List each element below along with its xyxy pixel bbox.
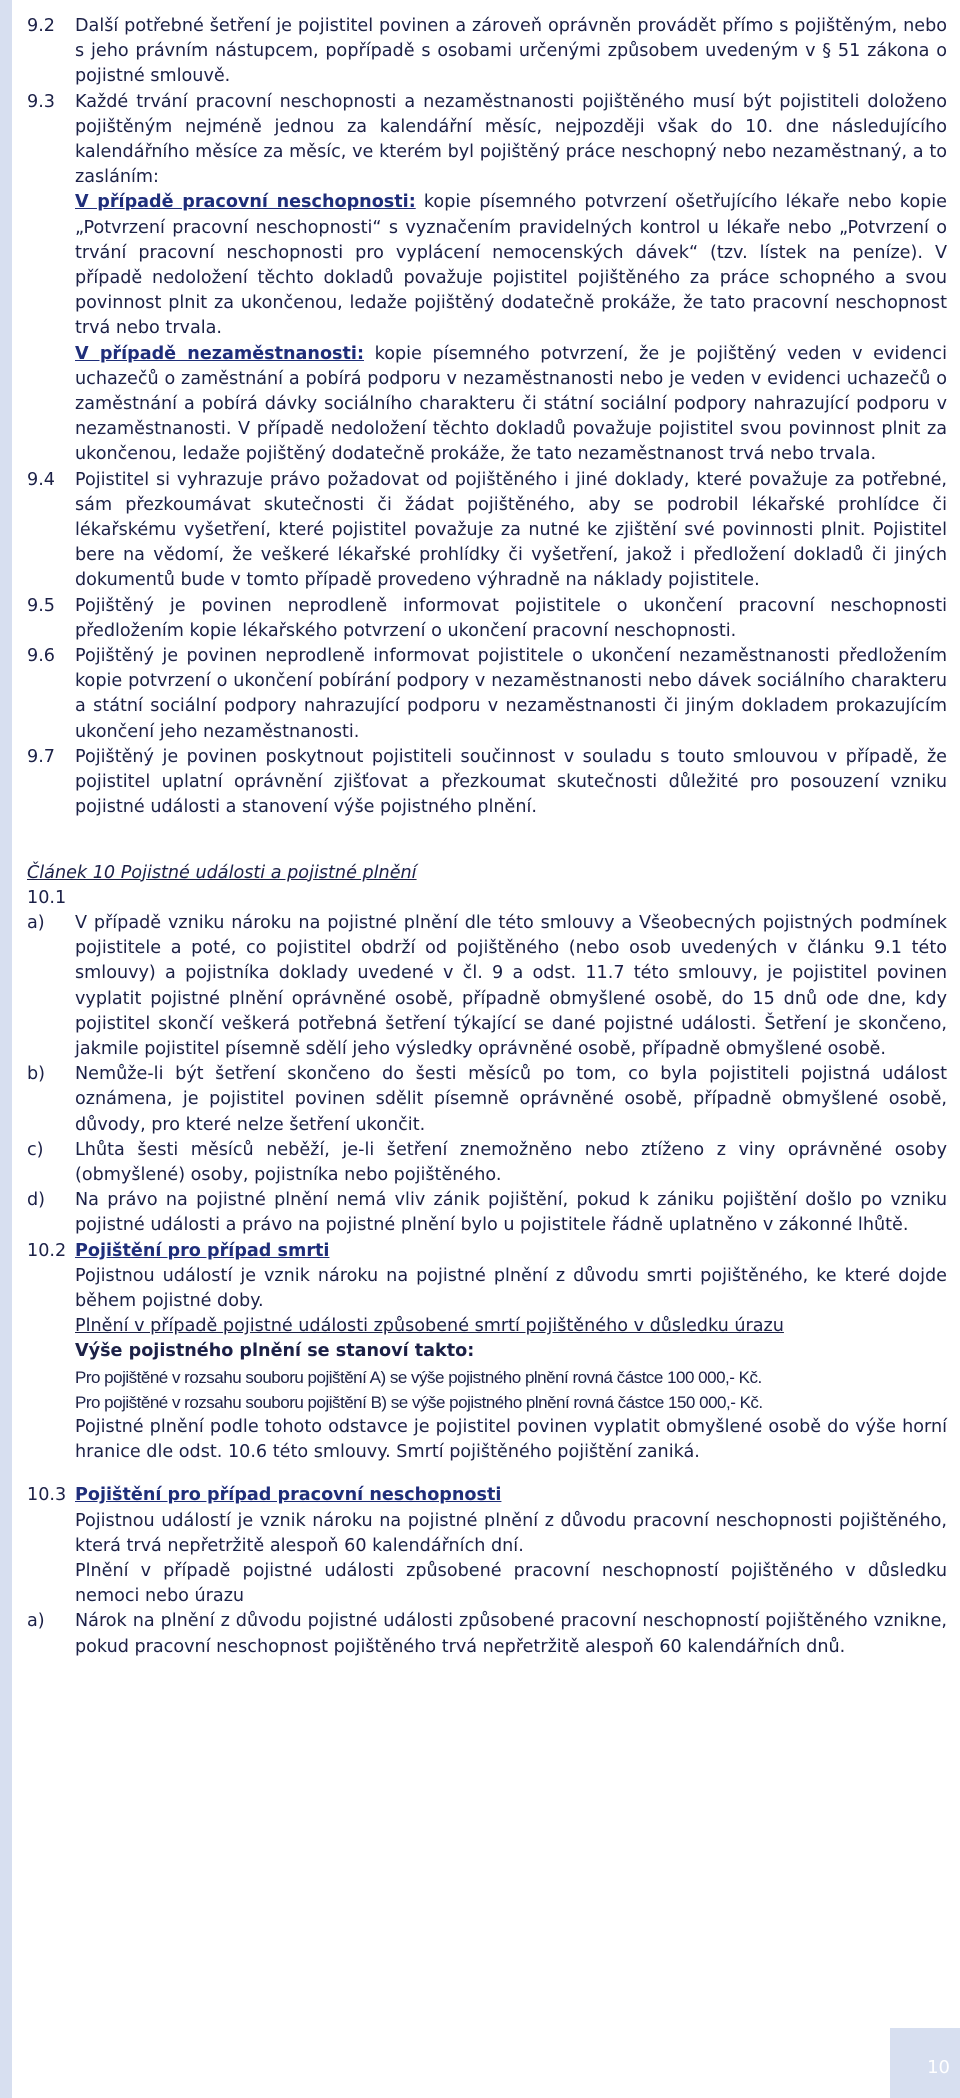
clause-text: Pojistnou událostí je vznik nároku na pojistné plnění z důvodu smrti pojištěného, ke které dojde během pojistné doby. bbox=[75, 1265, 947, 1311]
clause-text: Nemůže-li být šetření skončeno do šesti měsíců po tom, co byla pojistiteli pojistná událost oznámena, je pojistitel povinen sdělit písemně oprávněné osobě, případně obmyšlené osobě, důvody, pro které nelze šetření ukončit. bbox=[75, 1064, 947, 1135]
clause-title: Pojištění pro případ smrti bbox=[75, 1240, 330, 1261]
clause-10-3-a bbox=[27, 1609, 947, 1659]
clause-number: 9.4 bbox=[27, 469, 55, 490]
clause-number: 9.2 bbox=[27, 16, 55, 36]
clause-text: Pojistitel si vyhrazuje právo požadovat od pojištěného i jiné doklady, které považuje za potřebné, sám přezkoumávat skutečnosti či žádat pojištěného, aby se podrobil lékařské prohlídce či lékařskému vyšetření, které pojistitel považuje za nutné ke zjištění své povinnosti plnit. Pojistitel bere na vědomí, že veškeré lékařské prohlídky či vyšetření, jakož i předložení dokladů či jiných dokumentů bude v tomto případě provedeno výhradně na náklady pojistitele. bbox=[75, 469, 947, 591]
clause-letter: b) bbox=[27, 1064, 46, 1085]
clause-9-4 bbox=[27, 468, 947, 594]
clause-text: Lhůta šesti měsíců neběží, je-li šetření znemožněno nebo ztíženo z viny oprávněné osoby (obmyšlené) osoby, pojistníka nebo pojištěného. bbox=[75, 1139, 947, 1185]
clause-10-1-c bbox=[27, 1138, 947, 1188]
case-label: V případě pracovní neschopnosti: bbox=[75, 192, 416, 213]
clause-text: Pojištěný je povinen neprodleně informovat pojistitele o ukončení nezaměstnanosti předložením kopie potvrzení o ukončení pobírání podpory v nezaměstnanosti nebo dávek sociálního charakteru a státní sociální podpory nahrazující podporu v nezaměstnanosti či jiným dokladem prokazujícím ukončení jeho nezaměstnanosti. bbox=[75, 646, 947, 742]
clause-text: Pojištěný je povinen poskytnout pojistiteli součinnost v souladu s touto smlouvou v případě, že pojistitel uplatní oprávnění zjišťovat a přezkoumat skutečnosti důležité pro posouzení vzniku pojistné události a stanovení výše pojistného plnění. bbox=[75, 746, 947, 818]
clause-title: Pojištění pro případ pracovní neschopnosti bbox=[75, 1485, 502, 1506]
clause-number-10-1: 10.1 bbox=[27, 887, 67, 908]
clause-9-5 bbox=[27, 594, 947, 644]
clause-10-3 bbox=[27, 1483, 947, 1609]
clause-number: 9.7 bbox=[27, 746, 55, 767]
clause-text: Plnění v případě pojistné události způsobené pracovní neschopností pojištěného v důsledku nemoci nebo úrazu bbox=[75, 1560, 947, 1607]
clause-text: Pojištěný je povinen neprodleně informovat pojistitele o ukončení pracovní neschopnosti předložením kopie lékařského potvrzení o ukončení pracovní neschopnosti. bbox=[75, 595, 947, 641]
clause-letter: a) bbox=[27, 912, 45, 933]
clause-10-1-a bbox=[27, 911, 947, 1062]
clause-subheading: Plnění v případě pojistné události způsobené smrtí pojištěného v důsledku úrazu bbox=[75, 1316, 784, 1337]
clause-number: 10.2 bbox=[27, 1240, 67, 1261]
article-heading: Článek 10 Pojistné události a pojistné plnění bbox=[27, 862, 417, 883]
case-label: V případě nezaměstnanosti: bbox=[75, 343, 364, 364]
clause-number: 9.5 bbox=[27, 595, 55, 616]
document-content bbox=[27, 14, 947, 1660]
clause-case-unemployed bbox=[75, 342, 947, 468]
clause-text: V případě vzniku nároku na pojistné plnění dle této smlouvy a Všeobecných pojistných podmínek pojistitele a poté, co pojistitel obdrží od pojištěného (nebo osob uvedených v článku 9.1 této smlouvy) a pojistníka doklady uvedené v čl. 9 a odst. 11.7 této smlouvy, je pojistitel povinen vyplatit pojistné plnění oprávněné osobě, případně obmyšlené osobě, do 15 dnů ode dne, kdy pojistitel skončí veškerá potřebná šetření týkající se dané pojistné události. Šetření je skončeno, jakmile pojistitel písemně sdělí jeho výsledky oprávněné osobě, případně obmyšlené osobě. bbox=[75, 912, 947, 1059]
clause-10-2 bbox=[27, 1239, 947, 1466]
benefit-line-a: Pro pojištěné v rozsahu souboru pojištění A) se výše pojistného plnění rovná částce 100 000,- Kč. bbox=[75, 1367, 762, 1387]
clause-letter: c) bbox=[27, 1139, 44, 1160]
benefit-line-b: Pro pojištěné v rozsahu souboru pojištění B) se výše pojistného plnění rovná částce 150 000,- Kč. bbox=[75, 1392, 763, 1412]
case-text: kopie písemného potvrzení, že je pojištěný veden v evidenci uchazečů o zaměstnání a pobírá podporu v nezaměstnanosti nebo je veden v evidenci uchazečů o zaměstnání a pobírá dávky sociálního charakteru či státní sociální podpory nahrazující podporu v nezaměstnanosti. V případě nedoložení těchto dokladů považuje pojistitel svou povinnost plnit za ukončenou, ledaže pojištěný dodatečně prokáže, že tato nezaměstnanost trvá nebo trvala. bbox=[75, 343, 947, 465]
clause-9-7 bbox=[27, 745, 947, 821]
case-text: kopie písemného potvrzení ošetřujícího lékaře nebo kopie „Potvrzení pracovní neschopnosti“ s vyznačením pravidelných kontrol u lékaře nebo „Potvrzení o trvání pracovní neschopnosti pro vyplácení nemocenských dávek“ (tzv. lístek na peníze). V případě nedoložení těchto dokladů považuje pojistitel pojištěného za práce schopného a svou povinnost plnit za ukončenou, ledaže pojištěný dodatečně prokáže, že tato pracovní neschopnost trvá nebo trvala. bbox=[75, 192, 947, 339]
clause-text: Na právo na pojistné plnění nemá vliv zánik pojištění, pokud k zániku pojištění došlo po vzniku pojistné události a právo na pojistné plnění bylo u pojistitele řádně uplatněno v zákonné lhůtě. bbox=[75, 1190, 947, 1236]
clause-10-1-b bbox=[27, 1062, 947, 1138]
clause-case-sick bbox=[75, 190, 947, 341]
clause-number: 9.3 bbox=[27, 91, 55, 112]
clause-letter: d) bbox=[27, 1190, 46, 1211]
page-number: 10 bbox=[927, 2057, 950, 2078]
clause-text: Pojistnou událostí je vznik nároku na pojistné plnění z důvodu pracovní neschopnosti pojištěného, která trvá nepřetržitě alespoň 60 kalendářních dní. bbox=[75, 1510, 947, 1556]
clause-bold-text: Výše pojistného plnění se stanoví takto: bbox=[75, 1341, 475, 1362]
clause-9-6 bbox=[27, 644, 947, 745]
clause-letter: a) bbox=[27, 1611, 45, 1632]
clause-9-2 bbox=[27, 14, 947, 90]
clause-9-3 bbox=[27, 90, 947, 468]
clause-10-1-d bbox=[27, 1188, 947, 1238]
clause-text: Pojistné plnění podle tohoto odstavce je pojistitel povinen vyplatit obmyšlené osobě do výše horní hranice dle odst. 10.6 této smlouvy. Smrtí pojištěného pojištění zaniká. bbox=[75, 1416, 947, 1463]
clause-text: Každé trvání pracovní neschopnosti a nezaměstnanosti pojištěného musí být pojistiteli doloženo pojištěným nejméně jednou za kalendářní měsíc, nejpozději však do 10. dne následujícího kalendářního měsíce za měsíc, ve kterém byl pojištěný práce neschopný nebo nezaměstnaný, a to zasláním: bbox=[75, 91, 947, 188]
clause-number: 10.3 bbox=[27, 1485, 67, 1506]
clause-text: Nárok na plnění z důvodu pojistné události způsobené pracovní neschopností pojištěného vznikne, pokud pracovní neschopnost pojištěného trvá nepřetržitě alespoň 60 kalendářních dnů. bbox=[75, 1611, 947, 1657]
clause-text: Další potřebné šetření je pojistitel povinen a zároveň oprávněn provádět přímo s pojištěným, nebo s jeho právním nástupcem, popřípadě s osobami určenými způsobem uvedeným v § 51 zákona o pojistné smlouvě. bbox=[75, 16, 947, 87]
clause-number: 9.6 bbox=[27, 646, 55, 667]
